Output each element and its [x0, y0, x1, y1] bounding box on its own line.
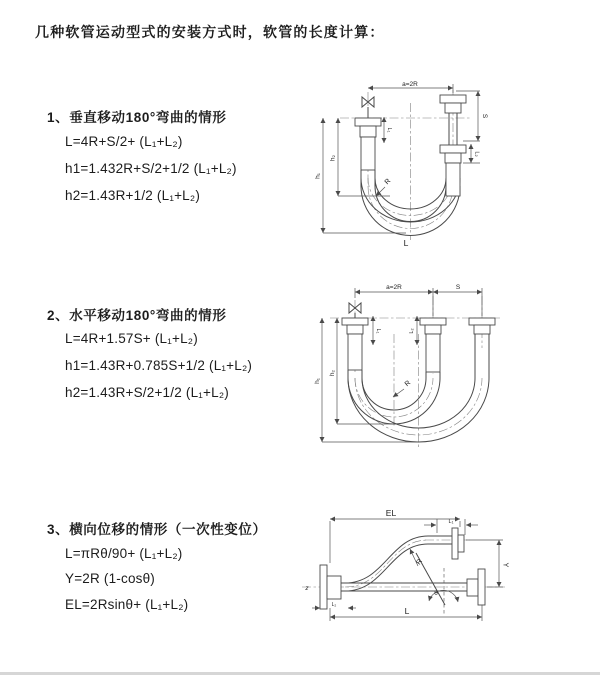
flange	[440, 145, 466, 153]
fixed-pipe-assembly	[342, 303, 368, 370]
section-3-heading: 3、横向位移的情形（一次性变位）	[47, 522, 267, 537]
dim-label-h1: h₁	[314, 173, 322, 179]
dim-label-el: EL	[385, 508, 397, 518]
flange	[355, 118, 381, 126]
section-2-formula-h2: h2=1.43R+S/2+1/2 (L₁+L₂)	[65, 385, 229, 400]
flange	[440, 95, 466, 103]
flange	[452, 528, 458, 559]
flange	[342, 318, 368, 325]
dim-label-a2r: a=2R	[402, 81, 418, 88]
dim-label-l1: L₁	[386, 127, 392, 133]
page-title: 几种软管运动型式的安装方式时，软管的长度计算：	[35, 24, 385, 40]
left-flange-assembly	[320, 565, 341, 609]
dim-label-y: Y	[501, 562, 509, 568]
braided-hose-section	[426, 334, 440, 372]
moving-pipe-position-1	[420, 318, 446, 372]
flange	[469, 318, 495, 325]
dim-label-s: S	[455, 284, 461, 291]
dimension-lines	[322, 288, 482, 442]
braided-hose-section	[446, 163, 460, 196]
diagram-vertical-movement-180-bend	[313, 73, 578, 260]
radius-label: R	[383, 177, 393, 187]
length-label: L	[404, 606, 410, 616]
radius-label: R	[403, 379, 413, 389]
section-3-formula-L: L=πRθ/90+ (L₁+L₂)	[65, 546, 183, 561]
radius-label: R	[415, 558, 425, 567]
hose-curves	[341, 536, 467, 605]
diagram-lateral-displacement	[298, 503, 590, 655]
dim-label-l2: L₂	[331, 602, 337, 608]
section-1-formula-h2: h2=1.43R+1/2 (L₁+L₂)	[65, 188, 201, 203]
dim-label-l1: L₁	[448, 519, 454, 525]
flange	[478, 569, 485, 605]
length-label: L	[403, 238, 409, 248]
section-1-formula-L: L=4R+S/2+ (L₁+L₂)	[65, 134, 183, 149]
dim-label-s: S	[481, 113, 488, 119]
section-3-formula-EL: EL=2Rsinθ+ (L₁+L₂)	[65, 597, 189, 612]
section-2-heading: 2、水平移动180°弯曲的情形	[47, 308, 227, 323]
dim-label-l1: L₁	[375, 328, 381, 334]
valve-icon	[362, 97, 368, 107]
moving-pipe-assembly	[440, 95, 466, 196]
angle-theta-label: θ	[434, 590, 438, 597]
section-1-heading: 1、垂直移动180°弯曲的情形	[47, 110, 227, 125]
dim-label-l2: L₂	[473, 151, 480, 157]
dim-label-h1: h₁	[314, 378, 321, 384]
upper-right-flange-assembly	[452, 528, 464, 559]
flange	[320, 565, 327, 609]
section-2-formula-L: L=4R+1.57S+ (L₁+L₂)	[65, 331, 198, 346]
section-2-formula-h1: h1=1.43R+0.785S+1/2 (L₁+L₂)	[65, 358, 253, 373]
valve-icon	[349, 303, 355, 313]
braided-hose-section	[361, 137, 375, 170]
braided-hose-section	[348, 334, 362, 370]
hose-loops	[348, 346, 489, 442]
fixed-pipe-assembly	[355, 97, 381, 170]
section-1-formula-h1: h1=1.432R+S/2+1/2 (L₁+L₂)	[65, 161, 237, 176]
flange	[420, 318, 446, 325]
dim-label-h2: h₂	[329, 154, 337, 162]
centerline-marker: z	[305, 585, 309, 592]
dim-label-l2: L₂	[409, 328, 415, 334]
dim-label-h2: h₂	[329, 369, 336, 377]
dim-label-a2r: a=2R	[386, 284, 402, 291]
section-3-formula-Y: Y=2R (1-cosθ)	[65, 571, 156, 586]
lower-right-flange-assembly	[467, 569, 485, 605]
diagram-horizontal-movement-180-bend	[313, 278, 578, 472]
